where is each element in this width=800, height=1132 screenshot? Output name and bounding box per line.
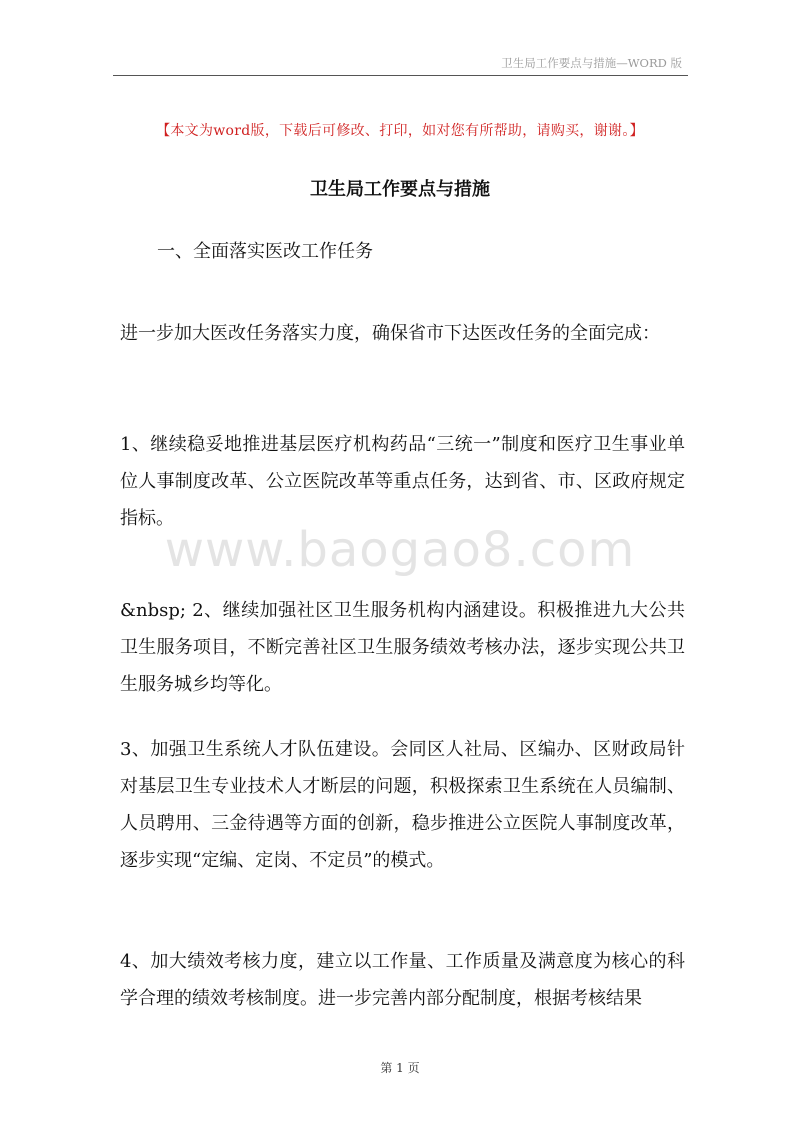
document-title: 卫生局工作要点与措施 [310,179,490,200]
section-heading: 一、全面落实医改工作任务 [157,241,373,262]
purchase-notice: 【本文为word版，下载后可修改、打印，如对您有所帮助，请购买，谢谢。】 [156,123,644,139]
paragraph-intro: 进一步加大医改任务落实力度，确保省市下达医改任务的全面完成： [120,323,660,344]
paragraph-item-4: 4、加大绩效考核力度，建立以工作量、工作质量及满意度为核心的科学合理的绩效考核制度。进一步完善内部分配制度，根据考核结果 [120,951,685,1009]
page-number: 第 1 页 [380,1061,420,1075]
header-divider [113,75,688,76]
running-header: 卫生局工作要点与措施—WORD 版 [501,56,682,70]
paragraph-item-2: &nbsp; 2、继续加强社区卫生服务机构内涵建设。积极推进九大公共卫生服务项目，不断完善社区卫生服务绩效考核办法，逐步实现公共卫生服务城乡均等化。 [120,600,685,695]
watermark: www.baogao8.com [164,522,636,578]
paragraph-item-3: 3、加强卫生系统人才队伍建设。会同区人社局、区编办、区财政局针对基层卫生专业技术人才断层的问题，积极探索卫生系统在人员编制、人员聘用、三金待遇等方面的创新，稳步推进公立医院人事制度改革，逐步实现“定编、定岗、不定员”的模式。 [120,739,685,871]
paragraph-item-1: 1、继续稳妥地推进基层医疗机构药品“三统一”制度和医疗卫生事业单位人事制度改革、公立医院改革等重点任务，达到省、市、区政府规定指标。 [120,434,685,529]
